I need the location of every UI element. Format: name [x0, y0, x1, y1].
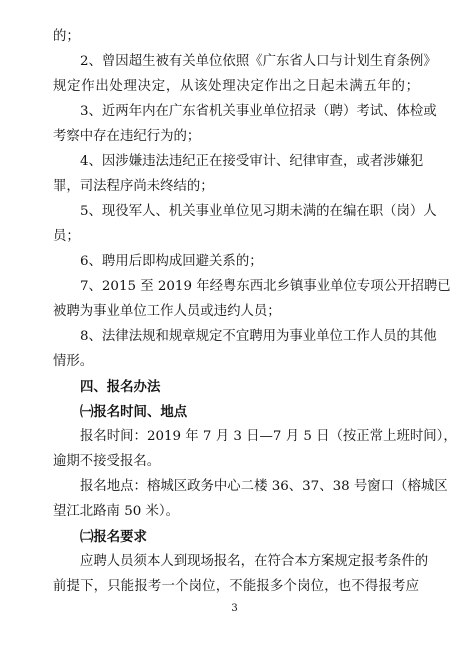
subsection-heading: ㈠报名时间、地点: [80, 404, 188, 420]
text-line: 3、近两年内在广东省机关事业单位招录（聘）考试、体检或: [80, 104, 437, 119]
text-line: 前提下，只能报考一个岗位，不能报多个岗位，也不得报考应: [53, 579, 419, 594]
text-line: 4、因涉嫌违法违纪正在接受审计、纪律审查，或者涉嫌犯: [80, 154, 424, 169]
text-line: 情形。: [53, 354, 94, 369]
text-line: 考察中存在违纪行为的；: [53, 129, 201, 144]
subsection-heading: ㈡报名要求: [80, 529, 147, 545]
text-line: 2、曾因超生被有关单位依照《广东省人口与计划生育条例》: [80, 54, 437, 69]
text-line: 的；: [53, 29, 80, 44]
text-line: 7、2015 至 2019 年经粤东西北乡镇事业单位专项公开招聘已: [80, 279, 451, 294]
text-line: 报名时间：2019 年 7 月 3 日—7 月 5 日（按正常上班时间），: [80, 429, 457, 444]
text-line: 6、聘用后即构成回避关系的；: [80, 254, 263, 269]
text-line: 逾期不接受报名。: [53, 454, 161, 469]
text-line: 被聘为事业单位工作人员或违约人员；: [53, 304, 281, 319]
text-line: 望江北路南 50 米）。: [53, 504, 179, 519]
text-line: 应聘人员须本人到现场报名，在符合本方案规定报考条件的: [80, 554, 429, 569]
page-number: 3: [231, 603, 238, 614]
text-line: 报名地点：榕城区政务中心二楼 36、37、38 号窗口（榕城区: [80, 479, 448, 494]
text-line: 5、现役军人、机关事业单位见习期未满的在编在职（岗）人: [80, 204, 437, 219]
text-line: 罪，司法程序尚未终结的；: [53, 179, 214, 194]
section-heading: 四、报名办法: [80, 379, 161, 395]
text-line: 规定作出处理决定，从该处理决定作出之日起未满五年的；: [53, 79, 419, 94]
text-line: 8、法律法规和规章规定不宜聘用为事业单位工作人员的其他: [80, 329, 437, 344]
text-line: 员；: [53, 229, 80, 244]
